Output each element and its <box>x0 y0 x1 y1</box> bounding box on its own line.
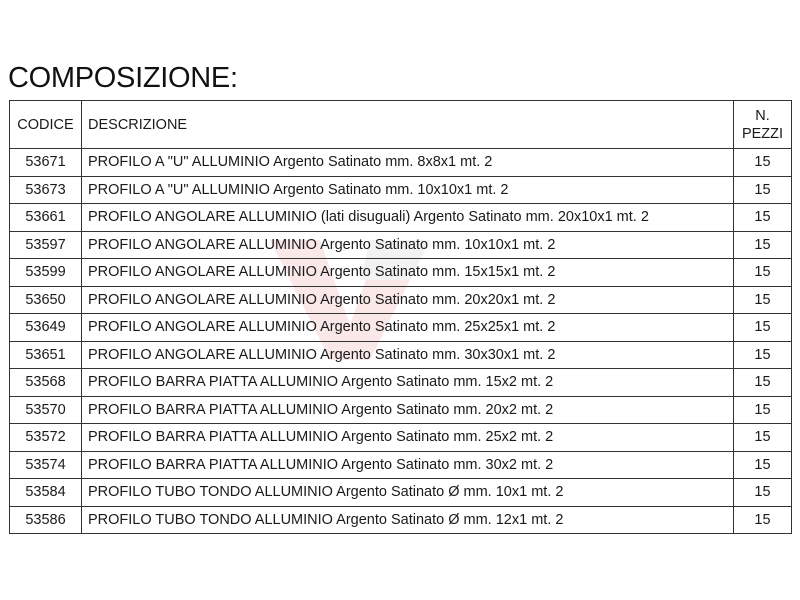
cell-quantity: 15 <box>734 341 792 369</box>
table-row <box>10 176 792 204</box>
column-header-quantity <box>734 101 792 149</box>
cell-code: 53599 <box>10 259 82 287</box>
cell-description: PROFILO BARRA PIATTA ALLUMINIO Argento Satinato mm. 20x2 mt. 2 <box>82 396 734 424</box>
cell-code: 53673 <box>10 176 82 204</box>
cell-quantity: 15 <box>734 231 792 259</box>
table-header <box>10 101 792 149</box>
table-row <box>10 369 792 397</box>
cell-quantity: 15 <box>734 396 792 424</box>
table-row <box>10 396 792 424</box>
table-row <box>10 286 792 314</box>
cell-code: 53650 <box>10 286 82 314</box>
cell-description: PROFILO ANGOLARE ALLUMINIO (lati disuguali) Argento Satinato mm. 20x10x1 mt. 2 <box>82 204 734 232</box>
table-row <box>10 506 792 534</box>
cell-description: PROFILO ANGOLARE ALLUMINIO Argento Satinato mm. 10x10x1 mt. 2 <box>82 231 734 259</box>
cell-quantity: 15 <box>734 176 792 204</box>
cell-code: 53584 <box>10 479 82 507</box>
cell-description: PROFILO ANGOLARE ALLUMINIO Argento Satinato mm. 25x25x1 mt. 2 <box>82 314 734 342</box>
table-row <box>10 204 792 232</box>
column-header-description: DESCRIZIONE <box>82 101 734 149</box>
cell-code: 53651 <box>10 341 82 369</box>
cell-description: PROFILO A "U" ALLUMINIO Argento Satinato mm. 10x10x1 mt. 2 <box>82 176 734 204</box>
composition-table <box>9 100 792 534</box>
cell-quantity: 15 <box>734 204 792 232</box>
table-row <box>10 424 792 452</box>
cell-description: PROFILO TUBO TONDO ALLUMINIO Argento Satinato Ø mm. 12x1 mt. 2 <box>82 506 734 534</box>
cell-code: 53568 <box>10 369 82 397</box>
cell-quantity: 15 <box>734 424 792 452</box>
cell-code: 53572 <box>10 424 82 452</box>
cell-code: 53661 <box>10 204 82 232</box>
cell-code: 53671 <box>10 149 82 177</box>
cell-description: PROFILO BARRA PIATTA ALLUMINIO Argento Satinato mm. 25x2 mt. 2 <box>82 424 734 452</box>
table-row <box>10 314 792 342</box>
table-body <box>10 149 792 534</box>
cell-code: 53597 <box>10 231 82 259</box>
cell-description: PROFILO BARRA PIATTA ALLUMINIO Argento Satinato mm. 15x2 mt. 2 <box>82 369 734 397</box>
header-row <box>10 101 792 149</box>
cell-code: 53574 <box>10 451 82 479</box>
cell-quantity: 15 <box>734 259 792 287</box>
cell-code: 53570 <box>10 396 82 424</box>
cell-description: PROFILO BARRA PIATTA ALLUMINIO Argento Satinato mm. 30x2 mt. 2 <box>82 451 734 479</box>
cell-description: PROFILO ANGOLARE ALLUMINIO Argento Satinato mm. 30x30x1 mt. 2 <box>82 341 734 369</box>
table-row <box>10 451 792 479</box>
cell-code: 53586 <box>10 506 82 534</box>
cell-quantity: 15 <box>734 314 792 342</box>
cell-quantity: 15 <box>734 286 792 314</box>
cell-code: 53649 <box>10 314 82 342</box>
cell-quantity: 15 <box>734 479 792 507</box>
cell-quantity: 15 <box>734 506 792 534</box>
cell-quantity: 15 <box>734 369 792 397</box>
table-row <box>10 149 792 177</box>
quantity-header-line1: N. <box>755 107 770 124</box>
table-row <box>10 231 792 259</box>
column-header-code: CODICE <box>10 101 82 149</box>
cell-description: PROFILO ANGOLARE ALLUMINIO Argento Satinato mm. 20x20x1 mt. 2 <box>82 286 734 314</box>
table-row <box>10 341 792 369</box>
cell-quantity: 15 <box>734 149 792 177</box>
cell-quantity: 15 <box>734 451 792 479</box>
table-row <box>10 259 792 287</box>
table-row <box>10 479 792 507</box>
cell-description: PROFILO TUBO TONDO ALLUMINIO Argento Satinato Ø mm. 10x1 mt. 2 <box>82 479 734 507</box>
quantity-header-line2: PEZZI <box>741 125 784 142</box>
page-title: COMPOSIZIONE: <box>8 62 238 94</box>
cell-description: PROFILO A "U" ALLUMINIO Argento Satinato mm. 8x8x1 mt. 2 <box>82 149 734 177</box>
cell-description: PROFILO ANGOLARE ALLUMINIO Argento Satinato mm. 15x15x1 mt. 2 <box>82 259 734 287</box>
